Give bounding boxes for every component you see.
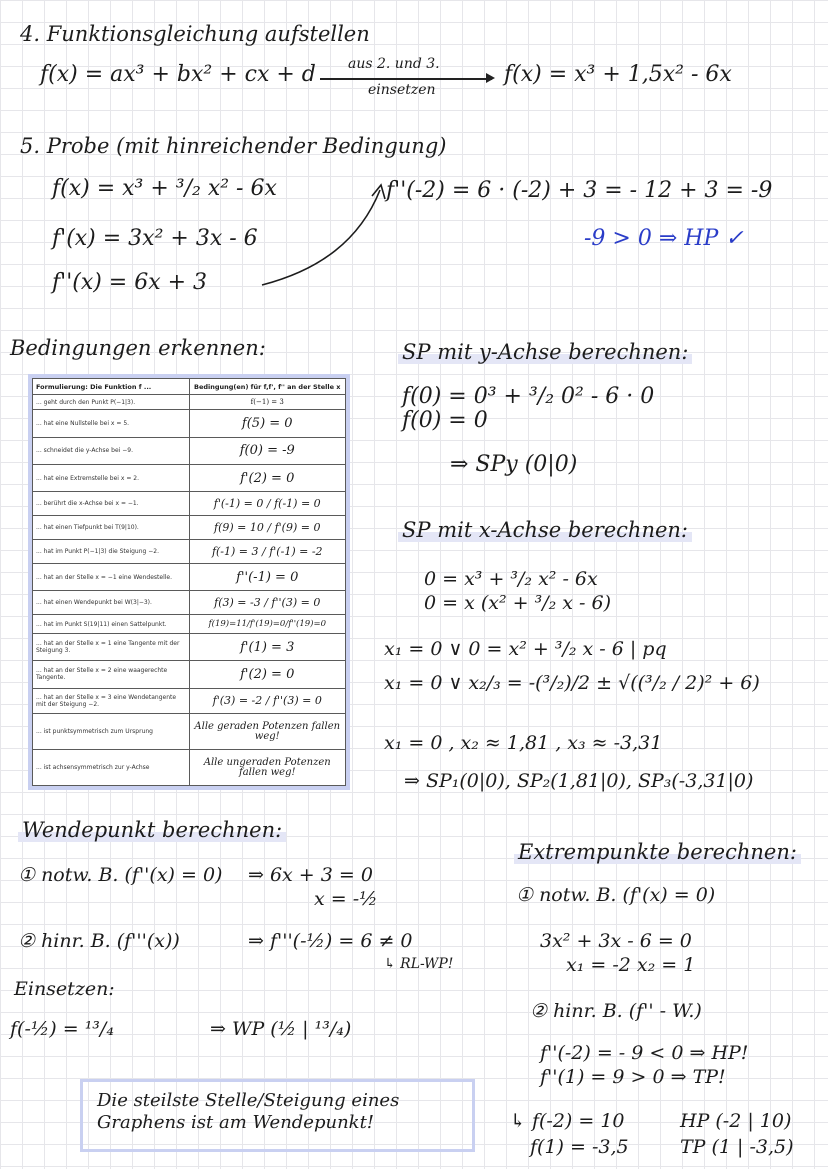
- ex-hinr: ② hinr. B. (f'' - W.): [530, 1000, 702, 1022]
- function-f1: f'(x) = 3x² + 3x - 6: [52, 226, 258, 251]
- table-row: [33, 750, 346, 786]
- table-row: [33, 633, 346, 660]
- wp-title: [18, 818, 286, 842]
- section-5-title: 5. Probe (mit hinreichender Bedingung): [20, 134, 447, 158]
- spy-line-2: f(0) = 0: [402, 408, 488, 433]
- wp-title-text: Wendepunkt berechnen:: [18, 818, 286, 842]
- row-condition: f(19)=11/f'(19)=0/f''(19)=0: [189, 615, 346, 634]
- table-row: [33, 516, 346, 540]
- row-text: ... ist punktsymmetrisch zum Ursprung: [33, 714, 190, 750]
- table-row: [33, 540, 346, 564]
- note-box: [80, 1079, 475, 1152]
- table-row: [33, 437, 346, 464]
- row-condition: f(5) = 0: [189, 410, 346, 437]
- ex-value-1: ↳ f(-2) = 10: [510, 1110, 625, 1132]
- table-row: [33, 410, 346, 437]
- spx-line-1: 0 = x³ + ³/₂ x² - 6x: [424, 568, 598, 590]
- spy-title-text: SP mit y-Achse berechnen:: [398, 340, 692, 364]
- function-f2: f''(x) = 6x + 3: [52, 270, 208, 295]
- row-text: ... hat an der Stelle x = 2 eine waagerechte Tangente.: [33, 661, 190, 688]
- row-condition: f(0) = -9: [189, 437, 346, 464]
- conditions-title: Bedingungen erkennen:: [10, 336, 266, 360]
- wp-point: ⇒ WP (½ | ¹³/₄): [210, 1018, 352, 1040]
- arrow-label-bottom: einsetzen: [368, 82, 436, 98]
- row-condition: f'(3) = -2 / f''(3) = 0: [189, 688, 346, 714]
- table-header-condition: Bedingung(en) für f,f', f'' an der Stelle x: [189, 379, 346, 395]
- section-4-title: 4. Funktionsgleichung aufstellen: [20, 22, 370, 46]
- row-text: ... hat an der Stelle x = −1 eine Wendestelle.: [33, 563, 190, 590]
- table-row: [33, 714, 346, 750]
- row-text: ... hat im Punkt S(19|11) einen Sattelpunkt.: [33, 615, 190, 634]
- table-row: [33, 615, 346, 634]
- wp-einsetzen: Einsetzen:: [14, 978, 115, 1000]
- spx-line-4: x₁ = 0 ∨ x₂/₃ = -(³/₂)/2 ± √((³/₂ / 2)² + 6): [384, 672, 760, 694]
- row-text: ... schneidet die y-Achse bei −9.: [33, 437, 190, 464]
- row-text: ... hat im Punkt P(−1|3) die Steigung −2.: [33, 540, 190, 564]
- row-condition: f(−1) = 3: [189, 395, 346, 410]
- row-text: ... hat einen Wendepunkt bei W(3|−3).: [33, 591, 190, 615]
- wp-notw: ① notw. B. (f''(x) = 0): [18, 864, 223, 886]
- row-condition: f''(-1) = 0: [189, 563, 346, 590]
- row-text: ... geht durch den Punkt P(−1|3).: [33, 395, 190, 410]
- spx-line-5: x₁ = 0 , x₂ ≈ 1,81 , x₃ ≈ -3,31: [384, 732, 663, 754]
- wp-hinr-result: ⇒ f'''(-½) = 6 ≠ 0: [248, 930, 413, 952]
- spy-title: [398, 340, 692, 364]
- spx-result: ⇒ SP₁(0|0), SP₂(1,81|0), SP₃(-3,31|0): [404, 770, 754, 792]
- spy-line-1: f(0) = 0³ + ³/₂ 0² - 6 · 0: [402, 384, 655, 409]
- row-text: ... hat eine Nullstelle bei x = 5.: [33, 410, 190, 437]
- wp-hinr: ② hinr. B. (f'''(x)): [18, 930, 180, 952]
- function-f: f(x) = x³ + ³/₂ x² - 6x: [52, 176, 277, 201]
- ex-check-2: f''(1) = 9 > 0 ⇒ TP!: [540, 1066, 726, 1088]
- row-condition: Alle ungeraden Potenzen fallen weg!: [189, 750, 346, 786]
- ex-check-1: f''(-2) = - 9 < 0 ⇒ HP!: [540, 1042, 749, 1064]
- row-text: ... hat an der Stelle x = 3 eine Wendetangente mit der Steigung −2.: [33, 688, 190, 714]
- arrow-label-top: aus 2. und 3.: [348, 56, 440, 72]
- row-condition: f(-1) = 3 / f'(-1) = -2: [189, 540, 346, 564]
- wp-rl-wp: ↳ RL-WP!: [384, 956, 454, 972]
- table-row: [33, 492, 346, 516]
- ex-point-tp: TP (1 | -3,5): [680, 1136, 794, 1158]
- note-text: Die steilste Stelle/Steigung eines Graphens ist am Wendepunkt!: [97, 1090, 400, 1133]
- conditions-table: [28, 374, 350, 790]
- spx-line-2: 0 = x (x² + ³/₂ x - 6): [424, 592, 611, 614]
- spx-title-text: SP mit x-Achse berechnen:: [398, 518, 692, 542]
- wp-x-value: x = -½: [314, 888, 378, 910]
- row-condition: f(9) = 10 / f'(9) = 0: [189, 516, 346, 540]
- row-condition: f'(1) = 3: [189, 633, 346, 660]
- general-equation: f(x) = ax³ + bx² + cx + d: [40, 62, 316, 87]
- table-row: [33, 563, 346, 590]
- ex-notw: ① notw. B. (f'(x) = 0): [516, 884, 716, 906]
- spx-title: [398, 518, 692, 542]
- table-row: [33, 688, 346, 714]
- table-header-formulation: Formulierung: Die Funktion f ...: [33, 379, 190, 395]
- ex-value-2: f(1) = -3,5: [530, 1136, 629, 1158]
- wp-value: f(-½) = ¹³/₄: [10, 1018, 114, 1040]
- spy-result: ⇒ SPy (0|0): [450, 452, 578, 477]
- row-text: ... hat eine Extremstelle bei x = 2.: [33, 464, 190, 491]
- ex-point-hp: HP (-2 | 10): [680, 1110, 792, 1132]
- spx-line-3: x₁ = 0 ∨ 0 = x² + ³/₂ x - 6 | pq: [384, 638, 667, 660]
- ex-title-text: Extrempunkte berechnen:: [514, 840, 801, 864]
- ex-title: [514, 840, 801, 864]
- ex-solutions: x₁ = -2 x₂ = 1: [566, 954, 696, 976]
- row-text: ... berührt die x-Achse bei x = −1.: [33, 492, 190, 516]
- table-row: [33, 464, 346, 491]
- table-row: [33, 661, 346, 688]
- wp-notw-result: ⇒ 6x + 3 = 0: [248, 864, 373, 886]
- row-text: ... hat einen Tiefpunkt bei T(9|10).: [33, 516, 190, 540]
- row-condition: f'(2) = 0: [189, 464, 346, 491]
- row-condition: Alle geraden Potenzen fallen weg!: [189, 714, 346, 750]
- result-equation: f(x) = x³ + 1,5x² - 6x: [504, 62, 732, 87]
- table-row: [33, 591, 346, 615]
- row-text: ... ist achsensymmetrisch zur y-Achse: [33, 750, 190, 786]
- ex-equation: 3x² + 3x - 6 = 0: [540, 930, 692, 952]
- check-line: f''(-2) = 6 · (-2) + 3 = - 12 + 3 = -9: [386, 178, 773, 203]
- row-text: ... hat an der Stelle x = 1 eine Tangente mit der Steigung 3.: [33, 633, 190, 660]
- row-condition: f'(-1) = 0 / f(-1) = 0: [189, 492, 346, 516]
- row-condition: f(3) = -3 / f''(3) = 0: [189, 591, 346, 615]
- row-condition: f'(2) = 0: [189, 661, 346, 688]
- table-row: [33, 395, 346, 410]
- hp-conclusion: -9 > 0 ⇒ HP ✓: [584, 226, 744, 251]
